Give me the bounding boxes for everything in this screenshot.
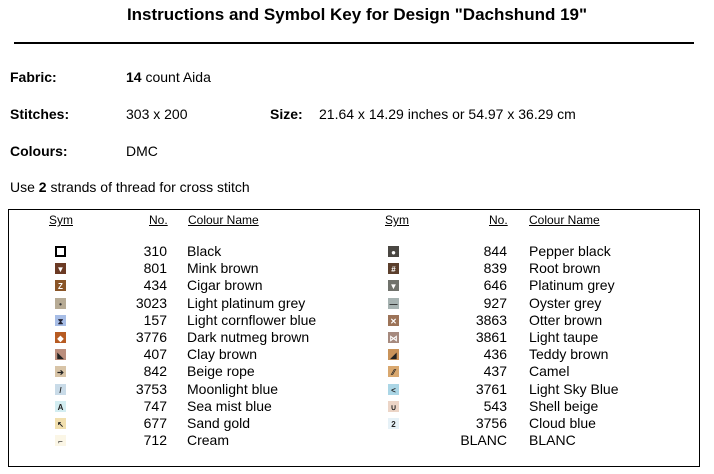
colour-name: Cigar brown (187, 277, 263, 294)
symbol-key-table (8, 209, 700, 467)
size-label: Size: (270, 106, 303, 122)
stitch-symbol-icon: / (55, 384, 66, 395)
colour-name: Light Sky Blue (529, 380, 619, 397)
dmc-number: 3863 (475, 311, 507, 328)
dmc-number: 407 (143, 346, 167, 363)
dmc-number: 436 (483, 346, 507, 363)
dmc-number: 677 (143, 415, 167, 431)
title-divider (14, 42, 694, 44)
colour-name: Shell beige (529, 397, 599, 414)
colour-name: Moonlight blue (187, 380, 279, 397)
key-row-right (9, 243, 699, 260)
stitch-symbol-icon: ⌐ (55, 435, 66, 446)
note-strands: 2 (38, 179, 47, 195)
dmc-number: 3776 (135, 329, 167, 345)
colour-name: Light taupe (529, 329, 599, 345)
stitch-symbol-icon: ↖ (55, 418, 66, 429)
colour-name: Platinum grey (529, 277, 615, 294)
colour-name: Black (187, 243, 222, 259)
key-row-right (9, 363, 699, 380)
dmc-number: 157 (143, 311, 167, 328)
colour-name: Sand gold (187, 415, 251, 431)
dmc-number: 801 (143, 260, 167, 277)
stitch-symbol-icon: ◣ (55, 349, 66, 360)
stitch-symbol-icon: ▼ (56, 265, 65, 275)
key-row-right (9, 415, 699, 432)
dmc-number: 747 (143, 397, 167, 414)
stitch-symbol-icon: ⋈ (389, 334, 398, 343)
colour-name: Teddy brown (529, 346, 609, 363)
stitch-symbol-icon: ✕ (388, 315, 399, 326)
colour-name: Light cornflower blue (187, 311, 317, 328)
key-row-right (9, 295, 699, 312)
dmc-number: 3861 (475, 329, 507, 345)
note-pre: Use (10, 179, 39, 195)
dmc-number: 646 (483, 277, 507, 294)
stitch-symbol-icon: ◆ (55, 332, 66, 343)
stitch-symbol-icon: ▼ (389, 282, 398, 292)
colour-name: Mink brown (187, 260, 259, 277)
stitch-symbol-icon: ➔ (55, 366, 66, 377)
colour-name: Camel (529, 363, 570, 380)
colour-name: Cream (187, 432, 230, 449)
header-no-right: No. (489, 213, 508, 227)
stitch-symbol-icon: Z (55, 280, 66, 291)
header-sym-left: Sym (49, 213, 73, 227)
dmc-number: 310 (143, 243, 167, 259)
fabric-count: 14 (126, 69, 142, 85)
stitch-symbol-icon: 2 (388, 418, 399, 429)
dmc-number: 3761 (475, 380, 507, 397)
colour-name: BLANC (529, 432, 576, 449)
colour-name: Clay brown (187, 346, 258, 363)
dmc-number: 437 (483, 363, 507, 380)
dmc-number: 3756 (475, 415, 507, 431)
key-row-right (9, 277, 699, 294)
key-row-right (9, 260, 699, 277)
colours-value: DMC (126, 143, 158, 159)
stitch-symbol-icon: ∪ (388, 401, 399, 412)
dmc-number: 712 (143, 432, 167, 449)
stitch-symbol-icon: ⁄⁄ (388, 366, 399, 377)
fabric-value (126, 69, 211, 85)
stitch-symbol-icon: A (55, 401, 66, 412)
colour-name: Oyster grey (529, 294, 602, 311)
dmc-number: 3023 (135, 294, 167, 311)
stitch-symbol-icon: < (388, 384, 399, 395)
dmc-number: 844 (483, 243, 507, 259)
key-row-right (9, 432, 699, 449)
header-name-left: Colour Name (188, 213, 259, 227)
dmc-number: 927 (483, 294, 507, 311)
key-row-right (9, 398, 699, 415)
dmc-number: BLANC (460, 432, 507, 449)
fabric-label: Fabric: (10, 69, 57, 85)
stitch-symbol-icon: ⧗ (55, 315, 66, 326)
colours-label: Colours: (10, 143, 68, 159)
dmc-number: 842 (143, 363, 167, 380)
note-post: strands of thread for cross stitch (46, 179, 250, 195)
stitch-symbol-icon: • (55, 298, 66, 309)
stitch-symbol-icon: — (389, 299, 398, 309)
dmc-number: 839 (483, 260, 507, 277)
stitch-symbol-icon: # (388, 263, 399, 274)
page-title: Instructions and Symbol Key for Design "Dachshund 19" (126, 5, 588, 24)
colour-name: Root brown (529, 260, 601, 277)
key-row-right (9, 346, 699, 363)
header-name-right: Colour Name (529, 213, 600, 227)
key-row-right (9, 381, 699, 398)
fabric-text: count Aida (141, 69, 211, 85)
stitches-value: 303 x 200 (126, 106, 188, 122)
strands-note (10, 179, 250, 195)
colour-name: Pepper black (529, 243, 611, 259)
stitches-label: Stitches: (10, 106, 70, 122)
colour-name: Otter brown (529, 311, 603, 328)
stitch-symbol-icon: ◢ (388, 349, 399, 360)
dmc-number: 434 (143, 277, 167, 294)
header-sym-right: Sym (385, 213, 409, 227)
colour-name: Beige rope (187, 363, 255, 380)
colour-name: Sea mist blue (187, 397, 272, 414)
header-no-left: No. (149, 213, 168, 227)
colour-name: Light platinum grey (187, 294, 306, 311)
key-row-right (9, 312, 699, 329)
key-row-right (9, 329, 699, 346)
dmc-number: 543 (483, 397, 507, 414)
size-value: 21.64 x 14.29 inches or 54.97 x 36.29 cm (319, 106, 576, 122)
dmc-number: 3753 (135, 380, 167, 397)
stitch-symbol-icon (388, 435, 399, 446)
colour-name: Cloud blue (529, 415, 596, 431)
colour-name: Dark nutmeg brown (187, 329, 310, 345)
stitch-symbol-icon: ● (388, 246, 399, 257)
